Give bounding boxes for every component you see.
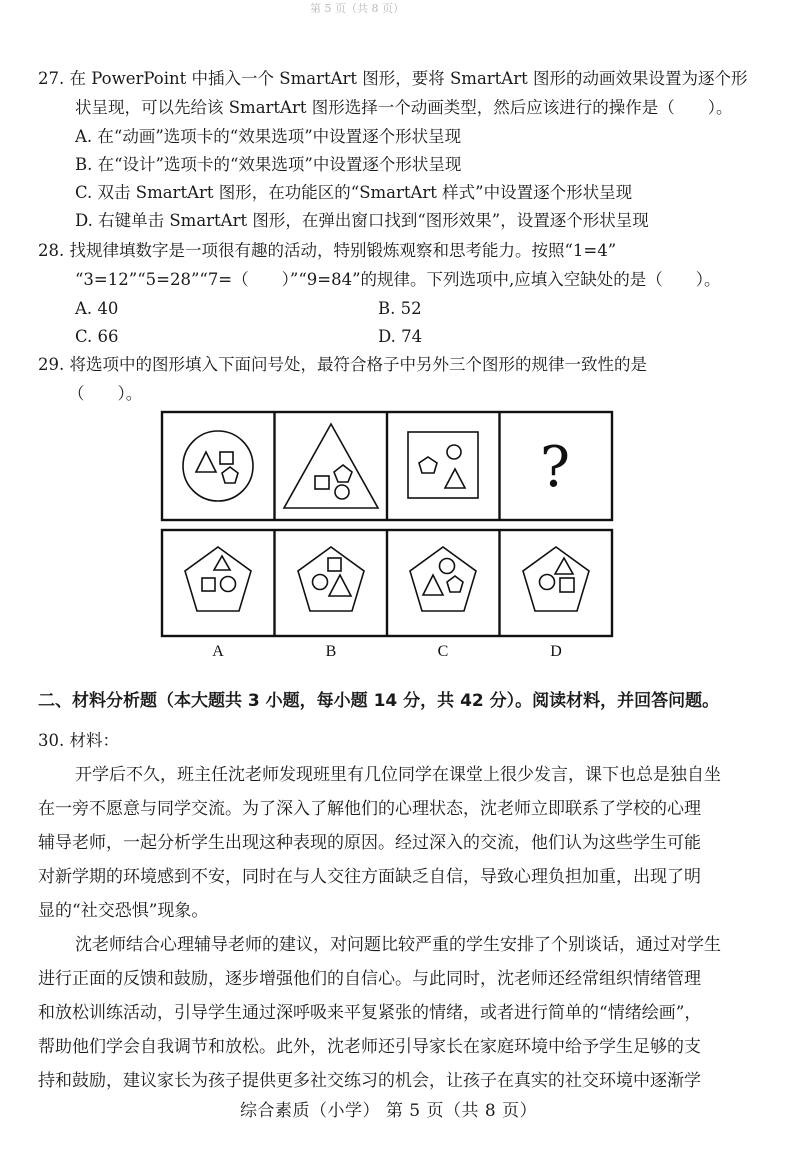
pattern-grid-top xyxy=(162,412,612,520)
option-grid-bottom xyxy=(162,530,612,636)
q27-option-c[interactable]: C. 双击 SmartArt 图形，在功能区的“SmartArt 样式”中设置逐个形状呈现 xyxy=(75,183,633,202)
q29-line2: （ ）。 xyxy=(68,384,143,403)
pattern-cell-square xyxy=(408,432,478,498)
q27-option-b[interactable]: B. 在“设计”选项卡的“效果选项”中设置逐个形状呈现 xyxy=(75,155,462,174)
option-c-figure[interactable] xyxy=(410,547,476,611)
option-label-c: C xyxy=(437,643,449,660)
q28-option-d[interactable]: D. 74 xyxy=(378,327,423,346)
q30-line-4: 对新学期的环境感到不安，同时在与人交往方面缺乏自信，导致心理负担加重，出现了明 xyxy=(38,867,701,887)
q30-line-5: 显的“社交恐惧”现象。 xyxy=(38,901,209,921)
q30-line-6: 沈老师结合心理辅导老师的建议，对问题比较严重的学生安排了个别谈话，通过对学生 xyxy=(75,935,721,955)
option-a-figure[interactable] xyxy=(185,547,251,611)
option-label-a: A xyxy=(212,643,224,660)
q29-line1: 29. 将选项中的图形填入下面问号处，最符合格子中另外三个图形的规律一致性的是 xyxy=(38,355,647,374)
page-footer: 综合素质（小学） 第 5 页（共 8 页） xyxy=(240,1101,538,1121)
q30-label: 30. 材料： xyxy=(38,731,119,750)
q30-line-10: 持和鼓励，建议家长为孩子提供更多社交练习的机会，让孩子在真实的社交环境中逐渐学 xyxy=(38,1071,701,1091)
q28-line2: “3=12”“5=28”“7=（ ）”“9=84”的规律。下列选项中,应填入空缺处的是（ ）。 xyxy=(75,270,721,289)
q28-line1: 28. 找规律填数字是一项很有趣的活动，特别锻炼观察和思考能力。按照“1=4” xyxy=(38,241,617,260)
pattern-cell-circle xyxy=(183,431,253,501)
option-label-b: B xyxy=(325,643,337,660)
q27-option-d[interactable]: D. 右键单击 SmartArt 图形，在弹出窗口找到“图形效果”，设置逐个形状呈现 xyxy=(75,211,649,230)
pattern-cell-triangle xyxy=(284,424,378,508)
q30-line-7: 进行正面的反馈和鼓励，逐步增强他们的自信心。与此同时，沈老师还经常组织情绪管理 xyxy=(38,969,701,989)
q30-line-8: 和放松训练活动，引导学生通过深呼吸来平复紧张的情绪，或者进行简单的“情绪绘画”， xyxy=(38,1003,702,1023)
question-mark: ? xyxy=(539,435,571,500)
q30-line-1: 开学后不久，班主任沈老师发现班里有几位同学在课堂上很少发言，课下也总是独自坐 xyxy=(75,765,721,785)
option-b-figure[interactable] xyxy=(298,547,364,611)
q28-option-b[interactable]: B. 52 xyxy=(378,299,422,318)
q30-line-2: 在一旁不愿意与同学交流。为了深入了解他们的心理状态，沈老师立即联系了学校的心理 xyxy=(38,799,701,819)
faded-header-mark: 第 5 页（共 8 页） xyxy=(310,2,404,15)
q29-figure xyxy=(150,408,620,668)
section-heading: 二、材料分析题（本大题共 3 小题，每小题 14 分，共 42 分）。阅读材料，并回答问题。 xyxy=(38,691,720,711)
option-label-d: D xyxy=(550,643,562,660)
q28-option-c[interactable]: C. 66 xyxy=(75,327,119,346)
q30-line-9: 帮助他们学会自我调节和放松。此外，沈老师还引导家长在家庭环境中给予学生足够的支 xyxy=(38,1037,701,1057)
q28-option-a[interactable]: A. 40 xyxy=(75,299,119,318)
q30-line-3: 辅导老师，一起分析学生出现这种表现的原因。经过深入的交流，他们认为这些学生可能 xyxy=(38,833,701,853)
q27-line2: 状呈现，可以先给该 SmartArt 图形选择一个动画类型，然后应该进行的操作是（ ）。 xyxy=(75,98,733,117)
q27-line1: 27. 在 PowerPoint 中插入一个 SmartArt 图形，要将 SmartArt 图形的动画效果设置为逐个形 xyxy=(38,69,748,88)
option-d-figure[interactable] xyxy=(523,547,589,611)
q27-option-a[interactable]: A. 在“动画”选项卡的“效果选项”中设置逐个形状呈现 xyxy=(75,127,462,146)
